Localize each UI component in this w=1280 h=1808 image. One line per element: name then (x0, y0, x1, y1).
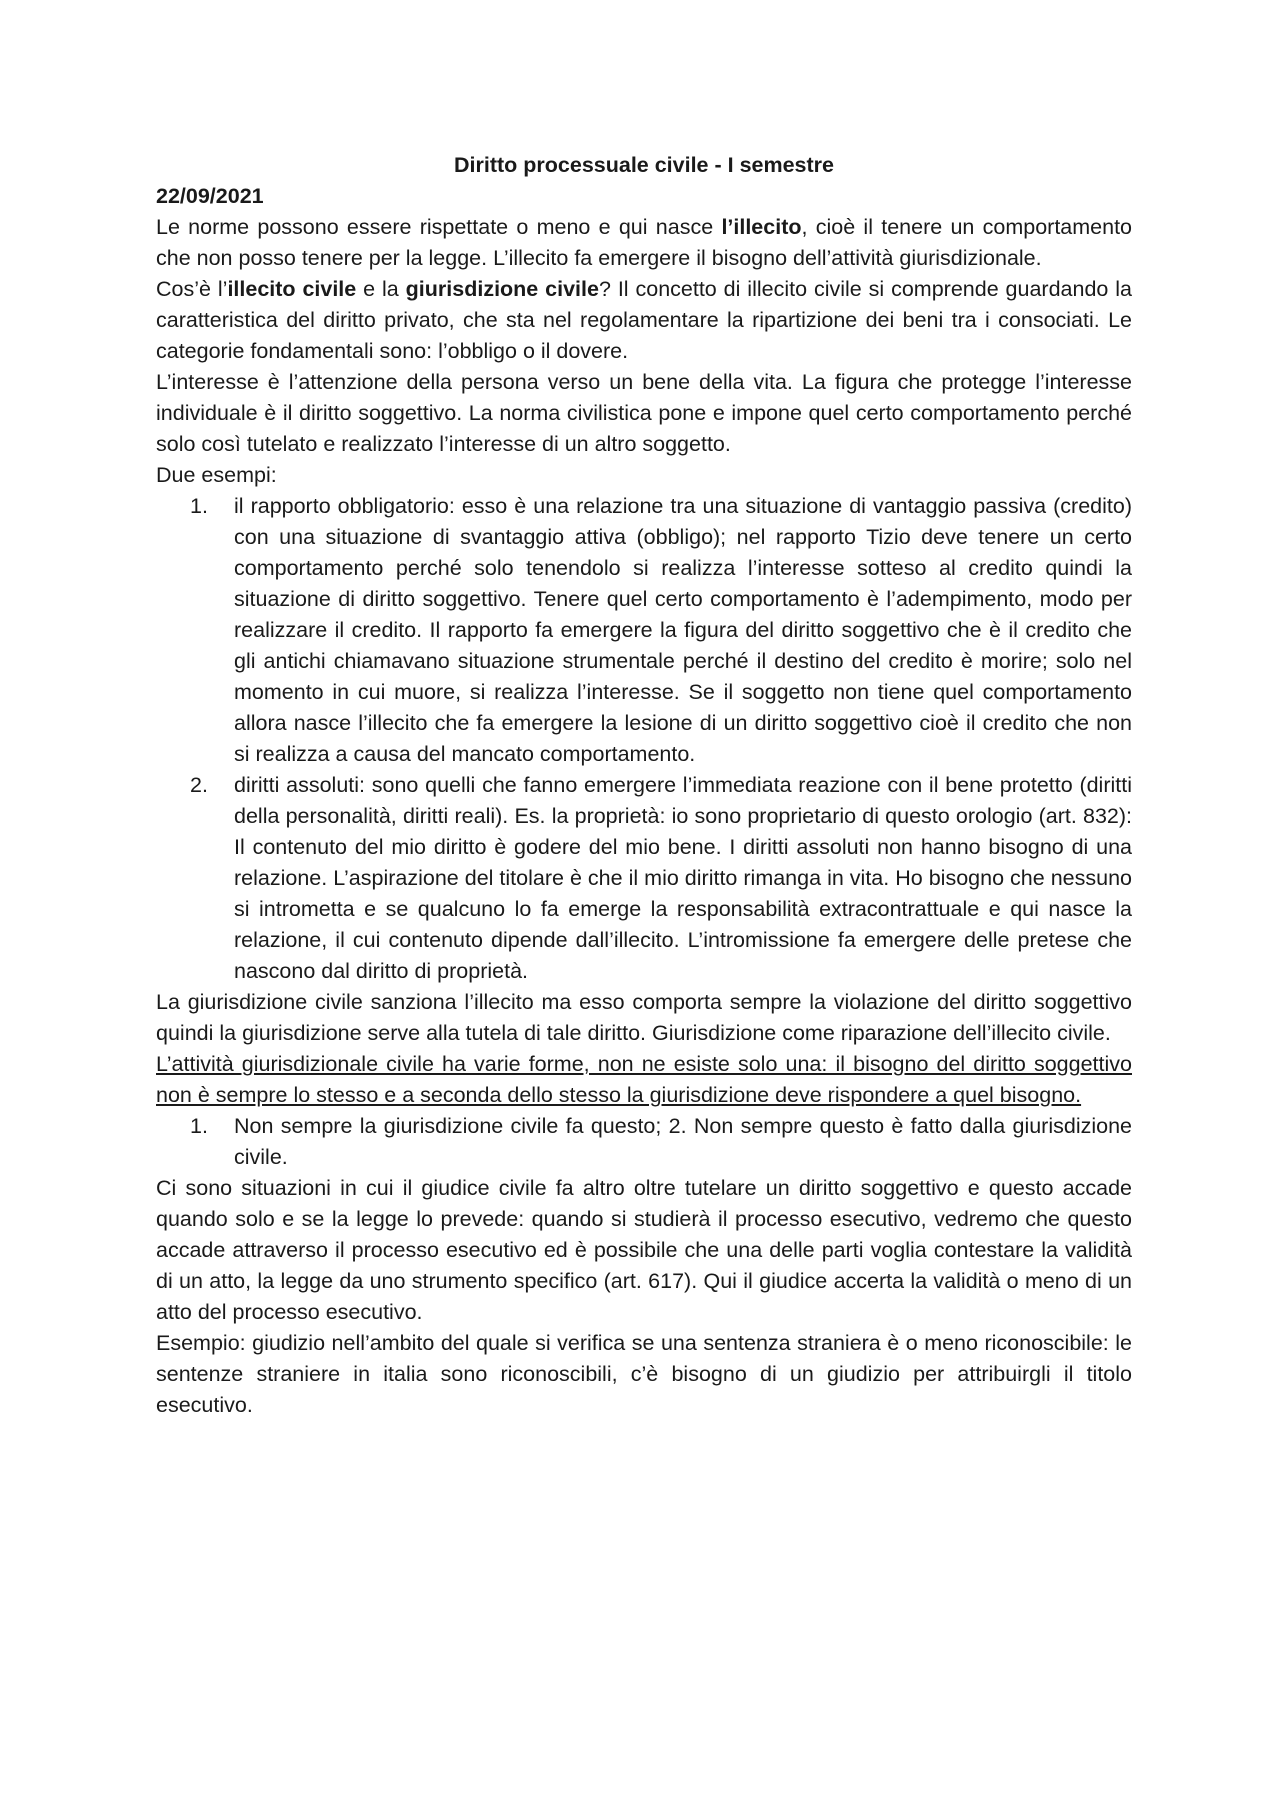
list-item (156, 770, 1132, 987)
paragraph-1-text-a: Le norme possono essere rispettate o meno e qui nasce (156, 215, 722, 239)
list-item (156, 491, 1132, 770)
underlined-paragraph: L’attività giurisdizionale civile ha varie forme, non ne esiste solo una: il bisogno del diritto soggettivo non è sempre lo stesso e a seconda dello stesso la giurisdizione deve rispondere a quel bisogno. (156, 1052, 1132, 1107)
paragraph-1 (156, 212, 1132, 274)
list-item-number: 1. (190, 494, 208, 518)
list-item-text: il rapporto obbligatorio: esso è una relazione tra una situazione di vantaggio passiva (credito) con una situazione di svantaggio attiva (obbligo); nel rapporto Tizio deve tenere un certo comportamento perché solo tenendolo si realizza l’interesse sotteso al credito quindi la situazione di diritto soggettivo. Tenere quel certo comportamento è l’adempimento, modo per realizzare il credito. Il rapporto fa emergere la figura del diritto soggettivo che è il credito che gli antichi chiamavano situazione strumentale perché il destino del credito è morire; solo nel momento in cui muore, si realizza l’interesse. Se il soggetto non tiene quel comportamento allora nasce l’illecito che fa emergere la lesione di un diritto soggettivo cioè il credito che non si realizza a causa del mancato comportamento. (234, 494, 1132, 766)
list-item-text: diritti assoluti: sono quelli che fanno emergere l’immediata reazione con il bene protetto (diritti della personalità, diritti reali). Es. la proprietà: io sono proprietario di questo orologio (art. 832): Il contenuto del mio diritto è godere del mio bene. I diritti assoluti non hanno bisogno di una relazione. L’aspirazione del titolare è che il mio diritto rimanga in vita. Ho bisogno che nessuno si intrometta e se qualcuno lo fa emerge la responsabilità extracontrattuale e qui nasce la relazione, il cui contenuto dipende dall’illecito. L’intromissione fa emergere delle pretese che nascono dal diritto di proprietà. (234, 773, 1132, 983)
examples-list (156, 491, 1132, 987)
second-list (156, 1111, 1132, 1173)
bold-term-giurisdizione-civile: giurisdizione civile (405, 277, 599, 301)
paragraph-8: Esempio: giudizio nell’ambito del quale si verifica se una sentenza straniera è o meno riconoscibile: le sentenze straniere in italia sono riconoscibili, c’è bisogno di un giudizio per attribuirgli il titolo esecutivo. (156, 1331, 1132, 1417)
paragraph-2-text-c: e la (356, 277, 406, 301)
page-title: Diritto processuale civile - I semestre (454, 153, 834, 177)
paragraph-2 (156, 274, 1132, 367)
paragraph-4: Due esempi: (156, 463, 277, 487)
bold-term-illecito-civile: illecito civile (227, 277, 357, 301)
paragraph-1-text-c: , cioè il tenere un comportamento che non posso tenere per la legge. L’illecito fa emergere il bisogno dell’attività giurisdizionale. (156, 215, 1132, 270)
list-item-number: 2. (190, 773, 208, 797)
document-page (156, 150, 1132, 1421)
paragraph-3: L’interesse è l’attenzione della persona verso un bene della vita. La figura che protegge l’interesse individuale è il diritto soggettivo. La norma civilistica pone e impone quel certo comportamento perché solo così tutelato e realizzato l’interesse di un altro soggetto. (156, 370, 1132, 456)
lecture-date: 22/09/2021 (156, 184, 264, 208)
list-item-text: Non sempre la giurisdizione civile fa questo; 2. Non sempre questo è fatto dalla giurisdizione civile. (234, 1114, 1132, 1169)
paragraph-5: La giurisdizione civile sanziona l’illecito ma esso comporta sempre la violazione del diritto soggettivo quindi la giurisdizione serve alla tutela di tale diritto. Giurisdizione come riparazione dell’illecito civile. (156, 990, 1132, 1045)
list-item (156, 1111, 1132, 1173)
paragraph-2-text-e: ? Il concetto di illecito civile si comprende guardando la caratteristica del diritto privato, che sta nel regolamentare la ripartizione dei beni tra i consociati. Le categorie fondamentali sono: l’obbligo o il dovere. (156, 277, 1133, 363)
list-item-number: 1. (190, 1114, 208, 1138)
paragraph-2-text-a: Cos’è l’ (156, 277, 228, 301)
paragraph-7: Ci sono situazioni in cui il giudice civile fa altro oltre tutelare un diritto soggettivo e questo accade quando solo e se la legge lo prevede: quando si studierà il processo esecutivo, vedremo che questo accade attraverso il processo esecutivo ed è possibile che una delle parti voglia contestare la validità di un atto, la legge da uno strumento specifico (art. 617). Qui il giudice accerta la validità o meno di un atto del processo esecutivo. (156, 1176, 1132, 1324)
bold-term-illecito: l’illecito (721, 215, 802, 239)
